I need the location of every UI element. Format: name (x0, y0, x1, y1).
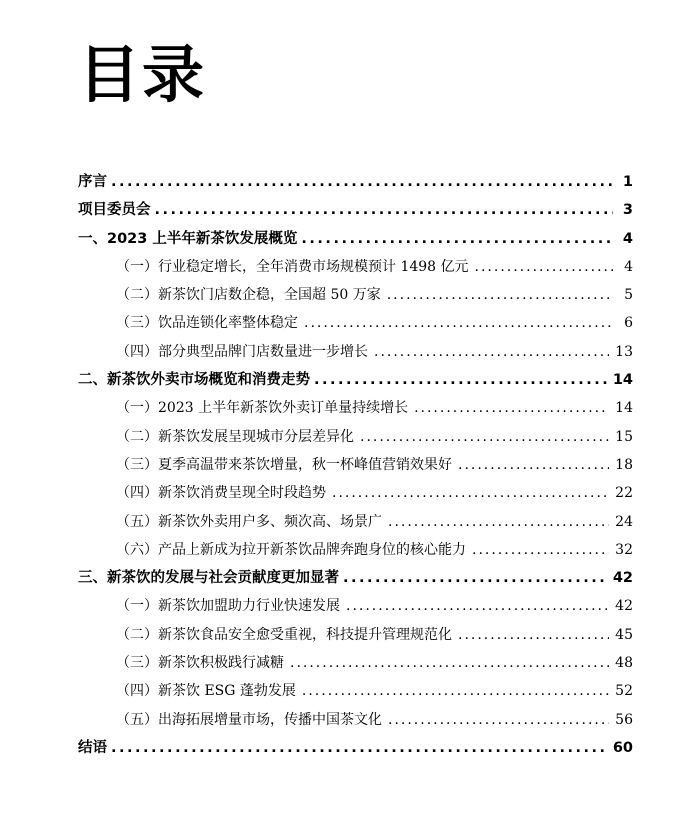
toc-dot-leader (304, 309, 613, 337)
toc-page-number: 15 (615, 428, 633, 445)
toc-page-number: 48 (615, 655, 633, 672)
page-title: 目录 (78, 38, 207, 111)
toc-entry-section-2-6[interactable] (78, 536, 633, 564)
table-of-contents (78, 168, 633, 762)
toc-entry-conclusion[interactable] (78, 734, 633, 762)
toc-entry-section-3-2[interactable] (78, 621, 633, 649)
toc-entry-section-3-4[interactable] (78, 677, 633, 705)
toc-page-number: 1 (622, 174, 633, 190)
toc-dot-leader (458, 451, 609, 479)
toc-page-number: 14 (612, 372, 633, 389)
toc-page-number: 13 (615, 343, 633, 360)
toc-entry-label: （六）产品上新成为拉开新茶饮品牌奔跑身位的核心能力 (116, 541, 466, 558)
toc-entry-section-2-3[interactable] (78, 451, 633, 479)
toc-entry-label: （五）新茶饮外卖用户多、频次高、场景广 (116, 513, 382, 530)
toc-entry-label: （三）饮品连锁化率整体稳定 (116, 315, 298, 332)
toc-entry-section-1-1[interactable] (78, 253, 633, 281)
toc-entry-section-3-1[interactable] (78, 592, 633, 620)
toc-page-number: 56 (615, 711, 633, 728)
toc-page-number: 52 (615, 683, 633, 700)
toc-entry-label: （五）出海拓展增量市场，传播中国茶文化 (116, 711, 382, 728)
toc-page-number: 22 (615, 485, 633, 502)
toc-entry-preface[interactable] (78, 168, 633, 196)
toc-entry-label: （一）新茶饮加盟助力行业快速发展 (116, 598, 340, 615)
toc-page-number: 42 (612, 570, 633, 587)
toc-entry-label: （三）夏季高温带来茶饮增量，秋一杯峰值营销效果好 (116, 456, 452, 473)
toc-dot-leader (388, 508, 609, 536)
toc-page-number: 42 (615, 598, 633, 615)
toc-page-number: 5 (624, 287, 633, 304)
toc-entry-label: 结语 (78, 739, 107, 756)
toc-page-number: 4 (622, 230, 633, 247)
toc-dot-leader (111, 734, 607, 762)
toc-page-number: 32 (615, 541, 633, 558)
toc-page-number: 14 (615, 400, 633, 417)
toc-entry-label: （四）新茶饮 ESG 蓬勃发展 (116, 683, 296, 700)
toc-entry-label: 三、新茶饮的发展与社会贡献度更加显著 (78, 570, 339, 587)
toc-dot-leader (472, 536, 609, 564)
toc-dot-leader (343, 564, 607, 592)
toc-entry-section-2[interactable] (78, 366, 633, 394)
toc-dot-leader (111, 168, 613, 196)
toc-page-number: 18 (615, 456, 633, 473)
toc-entry-section-2-5[interactable] (78, 508, 633, 536)
toc-dot-leader (155, 196, 614, 224)
toc-entry-label: 二、新茶饮外卖市场概览和消费走势 (78, 372, 310, 389)
toc-entry-section-2-2[interactable] (78, 423, 633, 451)
toc-entry-label: （四）新茶饮消费呈现全时段趋势 (116, 485, 326, 502)
toc-entry-section-1[interactable] (78, 225, 633, 253)
toc-dot-leader (387, 281, 613, 309)
toc-entry-label: （二）新茶饮门店数企稳，全国超 50 万家 (116, 287, 381, 304)
toc-dot-leader (332, 479, 609, 507)
toc-entry-section-3-3[interactable] (78, 649, 633, 677)
toc-page-number: 4 (624, 258, 633, 275)
toc-dot-leader (388, 706, 609, 734)
toc-entry-label: （二）新茶饮发展呈现城市分层差异化 (116, 428, 354, 445)
toc-dot-leader (475, 253, 613, 281)
toc-entry-section-1-2[interactable] (78, 281, 633, 309)
toc-entry-label: 一、2023 上半年新茶饮发展概览 (78, 230, 298, 247)
toc-entry-label: （四）部分典型品牌门店数量进一步增长 (116, 343, 368, 360)
toc-entry-label: 序言 (78, 174, 107, 190)
toc-entry-section-2-4[interactable] (78, 479, 633, 507)
toc-entry-label: （一）2023 上半年新茶饮外卖订单量持续增长 (116, 400, 409, 417)
toc-page-number: 6 (624, 315, 633, 332)
toc-dot-leader (360, 423, 609, 451)
toc-dot-leader (290, 649, 609, 677)
toc-entry-committee[interactable] (78, 196, 633, 224)
toc-entry-label: （三）新茶饮积极践行减糖 (116, 655, 284, 672)
toc-page-number: 60 (612, 739, 633, 756)
toc-dot-leader (314, 366, 607, 394)
toc-entry-label: （一）行业稳定增长，全年消费市场规模预计 1498 亿元 (116, 258, 469, 275)
toc-dot-leader (302, 677, 609, 705)
toc-entry-section-2-1[interactable] (78, 394, 633, 422)
toc-entry-section-1-3[interactable] (78, 309, 633, 337)
toc-page-number: 3 (622, 202, 633, 219)
toc-entry-section-3-5[interactable] (78, 706, 633, 734)
toc-entry-label: 项目委员会 (78, 202, 151, 219)
toc-entry-section-1-4[interactable] (78, 338, 633, 366)
toc-entry-section-3[interactable] (78, 564, 633, 592)
toc-dot-leader (346, 592, 609, 620)
toc-dot-leader (374, 338, 609, 366)
toc-dot-leader (414, 394, 609, 422)
toc-page-number: 45 (615, 626, 633, 643)
toc-page-number: 24 (615, 513, 633, 530)
toc-entry-label: （二）新茶饮食品安全愈受重视，科技提升管理规范化 (116, 626, 452, 643)
toc-dot-leader (301, 225, 613, 253)
toc-dot-leader (458, 621, 609, 649)
